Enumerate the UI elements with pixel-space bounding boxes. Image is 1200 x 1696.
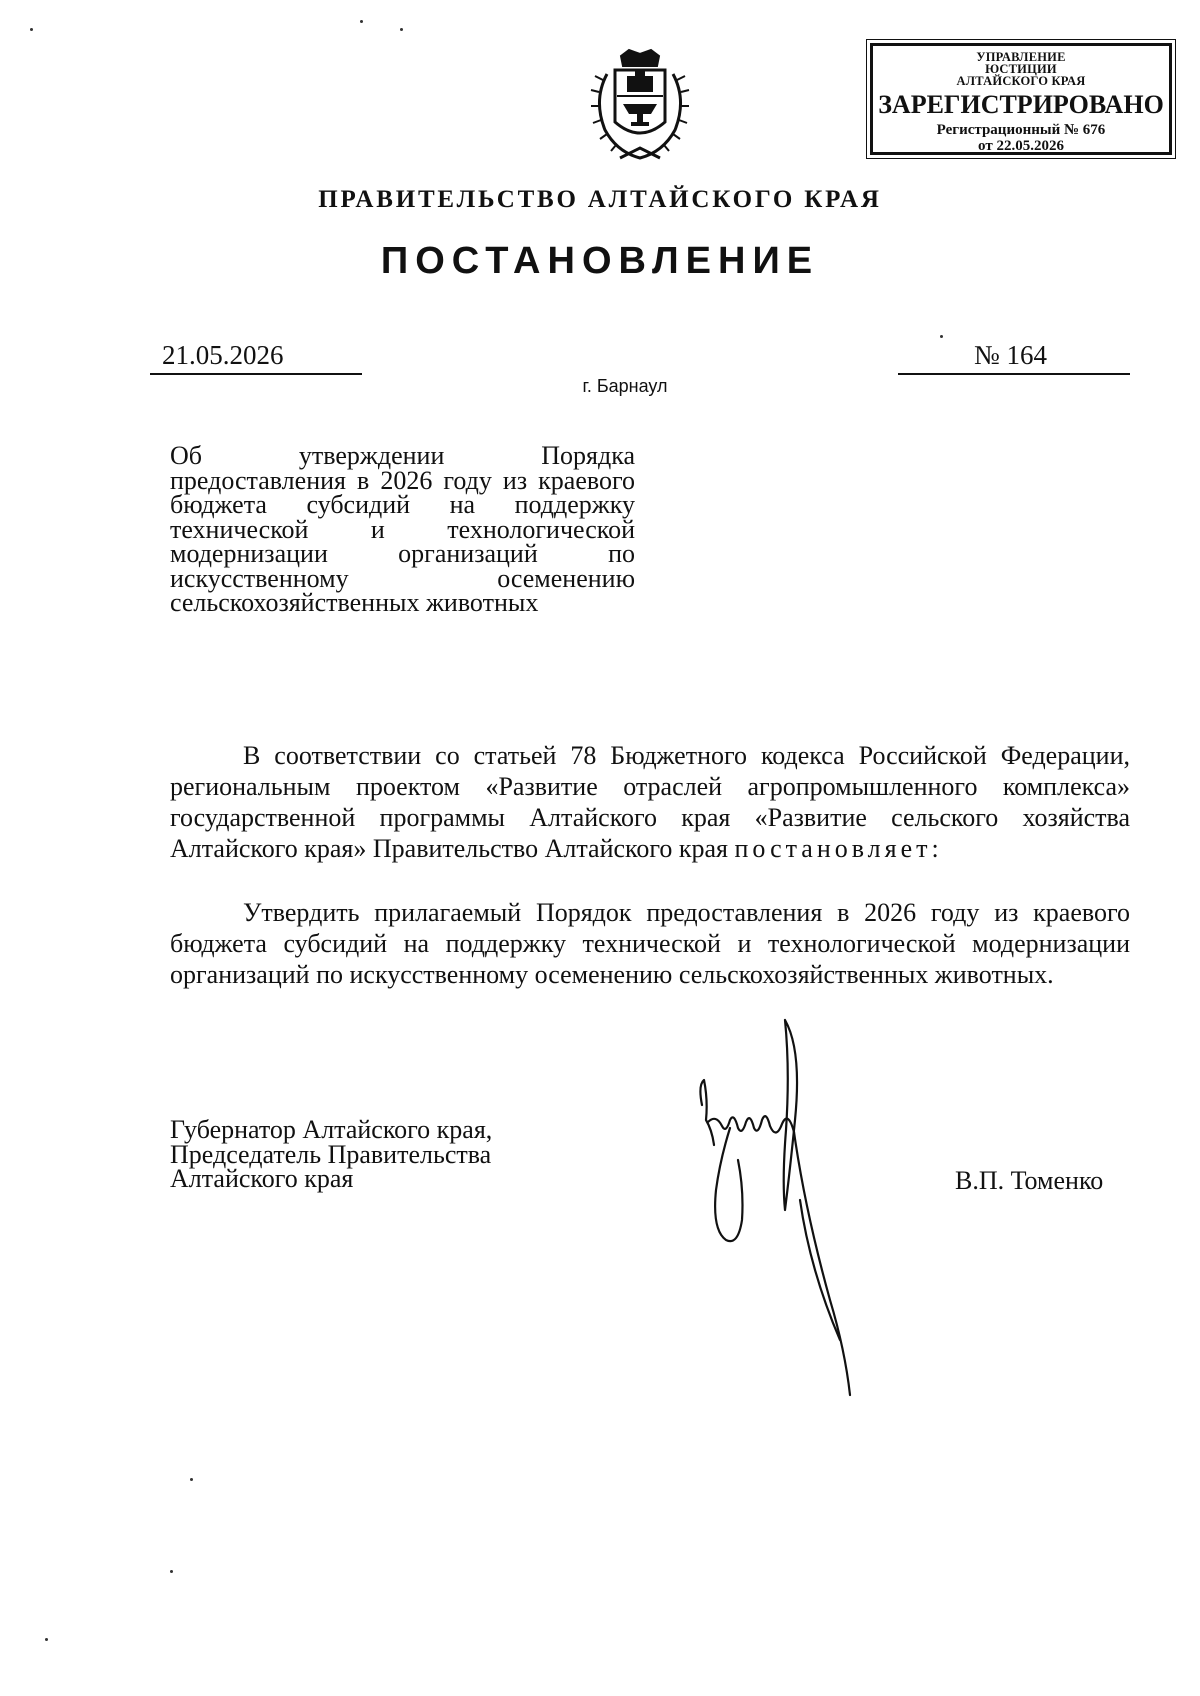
body-paragraph-2 [170, 897, 1130, 990]
document-type-heading: ПОСТАНОВЛЕНИЕ [380, 240, 820, 282]
stamp-organization-line1: УПРАВЛЕНИЕ ЮСТИЦИИ [976, 50, 1066, 76]
scan-speck [360, 20, 363, 23]
body-paragraph-1-text: В соответствии со статьей 78 Бюджетного кодекса Российской Федерации, региональным проектом «Развитие отраслей агропромышленного комплекса» государственной программы Алтайского края «Развитие сельского хозяйства Алтайского края» Правительство Алтайского края [170, 741, 1130, 863]
document-subject: Об утверждении Порядка предоставления в 2026 году из краевого бюджета субсидий на поддержку технической и технологической модернизации организаций по искусственному осеменению сельскохозяйственных животных [170, 441, 635, 617]
signatory-position-line2: Председатель Правительства [170, 1139, 492, 1169]
coat-of-arms-emblem [585, 40, 695, 165]
scan-speck [190, 1478, 193, 1481]
stamp-organization-line2: АЛТАЙСКОГО КРАЯ [956, 74, 1086, 88]
scan-speck [400, 28, 403, 31]
body-resolves-keyword: постановляет: [734, 834, 943, 863]
scan-speck [45, 1638, 48, 1641]
signatory-name: В.П. Томенко [955, 1166, 1104, 1195]
document-city: г. Барнаул [582, 376, 668, 396]
stamp-organization [946, 51, 1096, 87]
body-paragraph-2-text: Утвердить прилагаемый Порядок предоставления в 2026 году из краевого бюджета субсидий на поддержку технической и технологической модернизации организаций по искусственному осеменению сельскохозяйственных животных. [170, 898, 1130, 989]
handwritten-signature [690, 1010, 890, 1420]
government-title: ПРАВИТЕЛЬСТВО АЛТАЙСКОГО КРАЯ [318, 186, 882, 213]
signatory-position-line3: Алтайского края [170, 1164, 354, 1193]
body-paragraph-1 [170, 740, 1130, 864]
stamp-registration-date: от 22.05.2026 [978, 138, 1064, 154]
scan-speck [30, 28, 33, 31]
signatory-position [170, 1115, 590, 1193]
stamp-status: ЗАРЕГИСТРИРОВАНО [878, 90, 1164, 119]
document-date: 21.05.2026 [150, 340, 362, 375]
stamp-registration-number: Регистрационный № 676 [936, 122, 1106, 138]
registration-stamp [870, 43, 1172, 155]
document-number: № 164 [898, 340, 1130, 375]
scan-speck [170, 1570, 173, 1573]
signatory-position-line1: Губернатор Алтайского края, [170, 1115, 493, 1144]
scan-speck [940, 335, 943, 338]
